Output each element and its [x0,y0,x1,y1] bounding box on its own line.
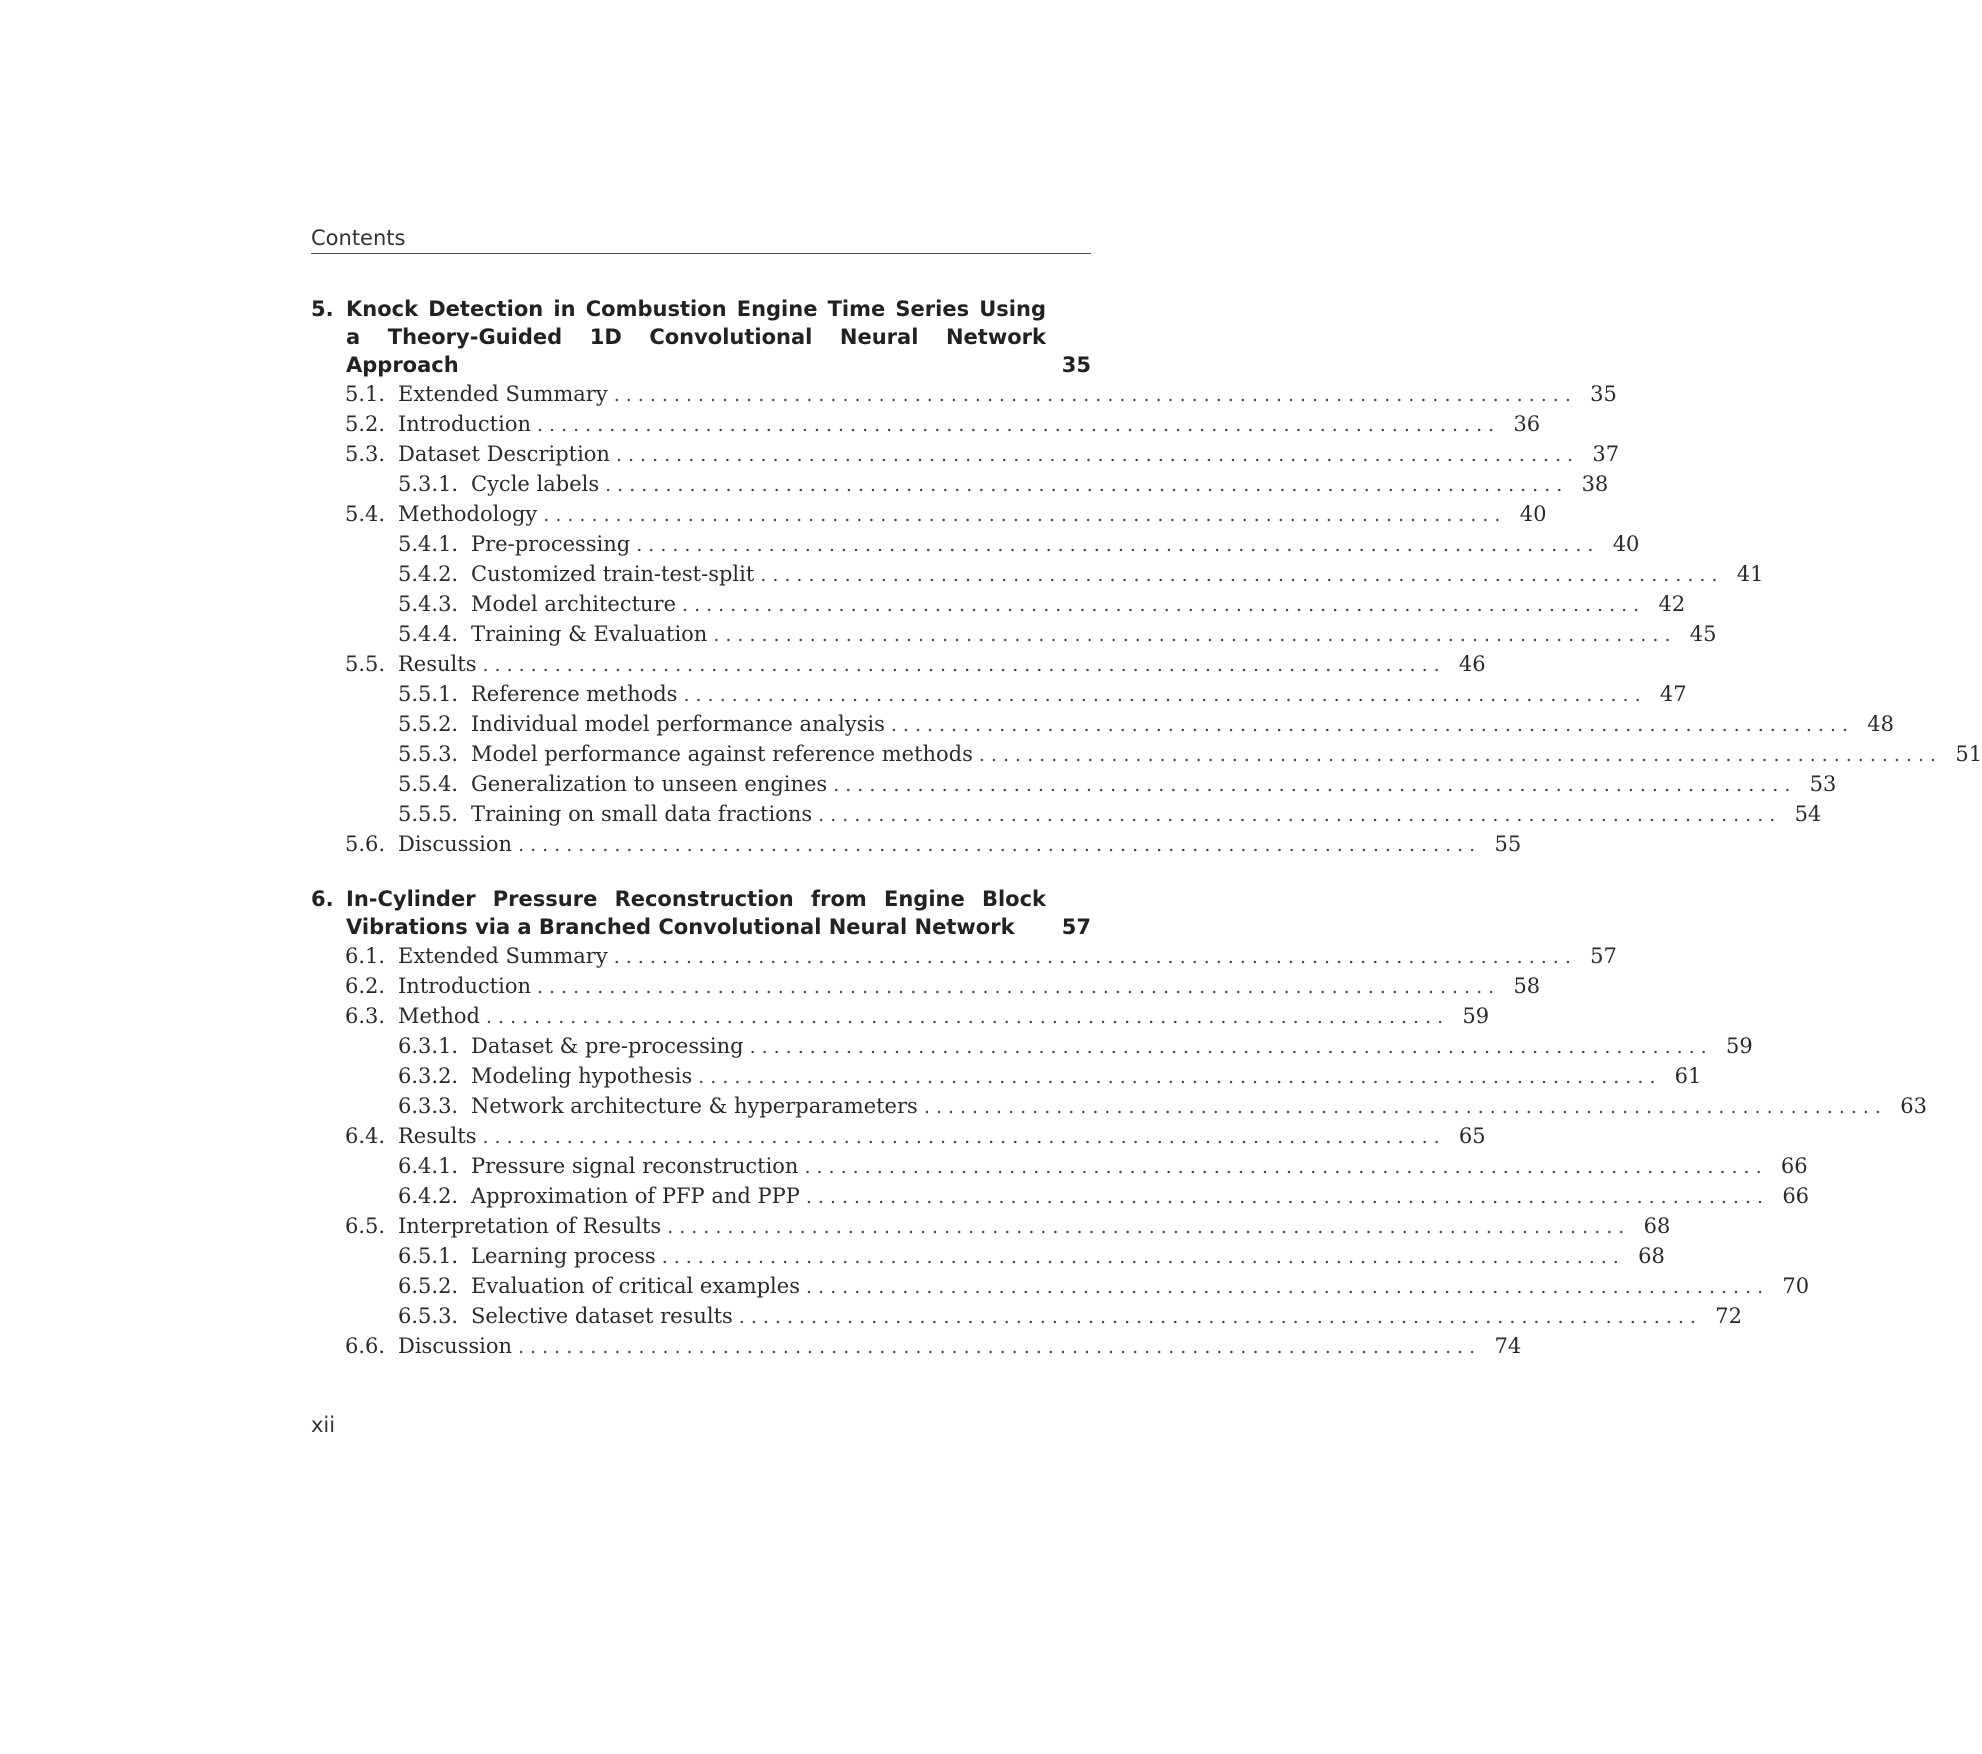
entry-page: 40 [1612,532,1640,556]
entry-page: 66 [1782,1184,1810,1208]
entry-number: 5.4.3. [398,592,459,616]
entry-title: Training & Evaluation [471,622,708,646]
page-number: xii [311,1413,336,1437]
entry-number: 5.3. [345,442,386,466]
entry-page: 48 [1867,712,1895,736]
entry-page: 38 [1581,472,1609,496]
entry-page: 63 [1900,1094,1927,1118]
chapter-page: 57 [1061,915,1091,939]
toc-subsection-entry[interactable] [311,739,1982,769]
dot-leader: ................................................................................ [615,444,1580,466]
entry-title: Extended Summary [398,944,608,968]
toc-subsection-entry[interactable] [311,1241,1665,1271]
toc-section-entry[interactable] [311,941,1617,971]
chapter-heading[interactable] [311,295,1091,379]
dot-leader: ................................................................................ [485,1006,1450,1028]
dot-leader: ................................................................................ [518,1336,1482,1358]
dot-leader: ................................................................................ [482,654,1446,676]
dot-leader: ................................................................................ [805,1186,1770,1208]
entry-page: 74 [1494,1334,1522,1358]
toc-subsection-entry[interactable] [311,1091,1927,1121]
toc-section-entry[interactable] [311,1001,1490,1031]
toc-section-entry[interactable] [311,1211,1671,1241]
dot-leader: ................................................................................ [738,1306,1702,1328]
toc-section-entry[interactable] [311,499,1547,529]
entry-number: 5.3.1. [398,472,459,496]
toc-subsection-entry[interactable] [311,1151,1808,1181]
entry-page: 45 [1689,622,1717,646]
entry-page: 57 [1590,944,1617,968]
entry-number: 6.4.2. [398,1184,459,1208]
entry-page: 70 [1782,1274,1810,1298]
dot-leader: ................................................................................ [537,414,1501,436]
entry-number: 5.5.3. [398,742,459,766]
chapter-title: In-Cylinder Pressure Reconstruction from Engine Block Vibrations via a Branched Convolutional Neural Network [346,887,1046,939]
entry-number: 5.1. [345,382,386,406]
chapter-number: 5. [311,297,334,321]
entry-page: 53 [1809,772,1837,796]
dot-leader: ................................................................................ [537,976,1501,998]
entry-number: 5.4.2. [398,562,459,586]
toc-section-entry[interactable] [311,439,1620,469]
entry-number: 6.5.2. [398,1274,459,1298]
entry-title: Results [398,652,477,676]
dot-leader: ................................................................................ [698,1066,1662,1088]
entry-title: Results [398,1124,477,1148]
entry-title: Approximation of PFP and PPP [471,1184,800,1208]
entry-number: 5.5.5. [398,802,459,826]
chapter-gap [311,859,1091,885]
entry-page: 47 [1659,682,1687,706]
entry-page: 42 [1658,592,1686,616]
entry-page: 66 [1780,1154,1808,1178]
entry-number: 6.4. [345,1124,386,1148]
entry-number: 5.5.4. [398,772,459,796]
entry-title: Modeling hypothesis [471,1064,693,1088]
entry-title: Introduction [398,412,531,436]
entry-title: Pressure signal reconstruction [471,1154,799,1178]
toc-subsection-entry[interactable] [311,469,1609,499]
entry-title: Cycle labels [471,472,600,496]
chapter-title: Knock Detection in Combustion Engine Time Series Using a Theory-Guided 1D Convolutional Neural Network Approach [346,297,1046,377]
entry-number: 6.5.1. [398,1244,459,1268]
entry-number: 6.3.1. [398,1034,459,1058]
entry-page: 65 [1458,1124,1486,1148]
entry-number: 6.4.1. [398,1154,459,1178]
toc-section-entry[interactable] [311,649,1486,679]
entry-page: 40 [1519,502,1547,526]
entry-page: 58 [1513,974,1541,998]
entry-number: 5.5.2. [398,712,459,736]
entry-page: 59 [1462,1004,1490,1028]
entry-title: Method [398,1004,480,1028]
entry-number: 5.4.4. [398,622,459,646]
chapter-heading[interactable] [311,885,1091,941]
entry-title: Introduction [398,974,531,998]
table-of-contents [311,295,1982,1361]
entry-title: Model performance against reference methods [471,742,973,766]
entry-title: Dataset & pre-processing [471,1034,744,1058]
dot-leader: ................................................................................ [613,384,1577,406]
entry-title: Learning process [471,1244,656,1268]
entry-title: Selective dataset results [471,1304,733,1328]
entry-page: 51 [1955,742,1982,766]
toc-subsection-entry[interactable] [311,769,1837,799]
running-header [311,226,1091,254]
entry-number: 5.4. [345,502,386,526]
entry-title: Network architecture & hyperparameters [471,1094,918,1118]
dot-leader: ................................................................................ [482,1126,1446,1148]
toc-subsection-entry[interactable] [311,1271,1810,1301]
entry-page: 54 [1794,802,1822,826]
toc-subsection-entry[interactable] [311,619,1717,649]
entry-number: 5.6. [345,832,386,856]
toc-section-entry[interactable] [311,409,1541,439]
entry-title: Pre-processing [471,532,631,556]
entry-number: 5.2. [345,412,386,436]
dot-leader: ................................................................................ [890,714,1855,736]
entry-title: Customized train-test-split [471,562,755,586]
entry-title: Evaluation of critical examples [471,1274,800,1298]
dot-leader: ................................................................................ [613,946,1577,968]
dot-leader: ................................................................................ [605,474,1569,496]
entry-number: 6.3.2. [398,1064,459,1088]
toc-section-entry[interactable] [311,1331,1522,1361]
entry-title: Dataset Description [398,442,610,466]
toc-section-entry[interactable] [311,379,1617,409]
entry-title: Generalization to unseen engines [471,772,828,796]
entry-number: 6.6. [345,1334,386,1358]
dot-leader: ................................................................................ [818,804,1782,826]
toc-section-entry[interactable] [311,829,1522,859]
entry-title: Methodology [398,502,538,526]
dot-leader: ................................................................................ [518,834,1482,856]
entry-page: 46 [1458,652,1486,676]
entry-title: Extended Summary [398,382,608,406]
dot-leader: ................................................................................ [636,534,1600,556]
entry-page: 36 [1513,412,1541,436]
toc-subsection-entry[interactable] [311,679,1687,709]
entry-number: 6.5.3. [398,1304,459,1328]
dot-leader: ................................................................................ [833,774,1797,796]
entry-page: 55 [1494,832,1522,856]
dot-leader: ................................................................................ [682,594,1646,616]
dot-leader: ................................................................................ [661,1246,1625,1268]
entry-title: Model architecture [471,592,677,616]
toc-subsection-entry[interactable] [311,799,1822,829]
toc-subsection-entry[interactable] [311,529,1640,559]
chapter-page: 35 [1061,353,1091,377]
toc-subsection-entry[interactable] [311,709,1895,739]
entry-number: 5.4.1. [398,532,459,556]
entry-page: 41 [1736,562,1764,586]
entry-title: Interpretation of Results [398,1214,662,1238]
entry-page: 68 [1638,1244,1665,1268]
entry-title: Discussion [398,1334,513,1358]
dot-leader: ................................................................................ [978,744,1943,766]
entry-page: 59 [1726,1034,1753,1058]
dot-leader: ................................................................................ [713,624,1677,646]
entry-number: 5.5. [345,652,386,676]
entry-page: 35 [1590,382,1617,406]
toc-subsection-entry[interactable] [311,1181,1810,1211]
entry-title: Reference methods [471,682,678,706]
entry-title: Training on small data fractions [471,802,813,826]
toc-section-entry[interactable] [311,1121,1486,1151]
entry-number: 6.2. [345,974,386,998]
entry-number: 6.5. [345,1214,386,1238]
entry-page: 68 [1643,1214,1671,1238]
toc-subsection-entry[interactable] [311,589,1686,619]
toc-subsection-entry[interactable] [311,1301,1742,1331]
dot-leader: ................................................................................ [667,1216,1631,1238]
entry-number: 6.1. [345,944,386,968]
dot-leader: ................................................................................ [923,1096,1887,1118]
toc-section-entry[interactable] [311,971,1541,1001]
dot-leader: ................................................................................ [543,504,1507,526]
entry-title: Discussion [398,832,513,856]
toc-subsection-entry[interactable] [311,1031,1753,1061]
dot-leader: ................................................................................ [805,1276,1770,1298]
header-title: Contents [311,226,406,250]
chapter-number: 6. [311,887,334,911]
entry-page: 72 [1715,1304,1742,1328]
entry-page: 37 [1592,442,1620,466]
dot-leader: ................................................................................ [804,1156,1768,1178]
entry-page: 61 [1674,1064,1702,1088]
entry-number: 6.3. [345,1004,386,1028]
entry-number: 5.5.1. [398,682,459,706]
dot-leader: ................................................................................ [749,1036,1713,1058]
entry-number: 6.3.3. [398,1094,459,1118]
entry-title: Individual model performance analysis [471,712,885,736]
toc-subsection-entry[interactable] [311,1061,1702,1091]
dot-leader: ................................................................................ [683,684,1647,706]
dot-leader: ................................................................................ [760,564,1724,586]
toc-subsection-entry[interactable] [311,559,1764,589]
